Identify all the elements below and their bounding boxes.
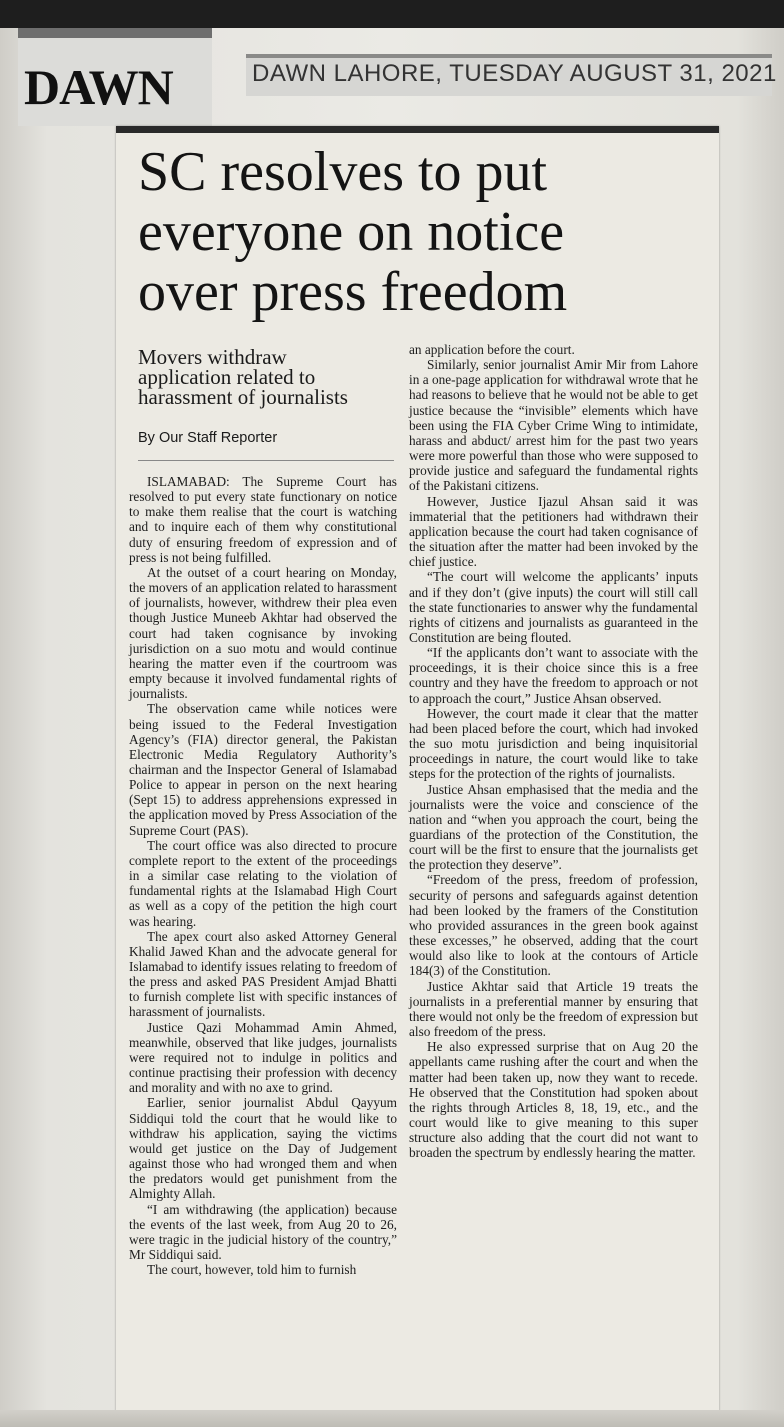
paragraph: Justice Qazi Mohammad Amin Ahmed, meanwhile, observed that like judges, journalists were required not to indulge in politics and continue practising their profession with decency and morality and with no axe to grind. — [129, 1019, 397, 1096]
subhead-line: harassment of journalists — [138, 385, 348, 409]
paragraph: The court office was also directed to procure complete report to the extent of the proceedings in a similar case relating to the violation of fundamental rights at the Islamabad High Court as well as a copy of the petition the high court was hearing. — [129, 837, 397, 929]
paragraph: Justice Ahsan emphasised that the media and the journalists were the voice and conscience of the nation and “when you approach the court, being the guardians of the protection of the Constitution, the court will be the first to ensure that the journalists get the protection they deserve”. — [409, 781, 698, 873]
paragraph: “If the applicants don’t want to associate with the proceedings, it is their choice since this is a free country and they have the freedom to approach or not to approach the court,” Justice Ahsan observed. — [409, 645, 698, 706]
masthead-logo-box — [18, 28, 212, 126]
dateline: DAWN LAHORE, TUESDAY AUGUST 31, 2021 — [252, 60, 777, 87]
subheadline — [138, 347, 388, 407]
byline: By Our Staff Reporter — [138, 430, 278, 446]
clipping-top-rule — [116, 126, 719, 133]
paragraph: ISLAMABAD: The Supreme Court has resolved to put every state functionary on notice to make them realise that the court is watching and to inquire each of them why constitutional duty of ensuring freedom of expression and of press is not being fulfilled. — [129, 474, 397, 565]
paragraph: an application before the court. — [409, 342, 575, 357]
byline-divider — [138, 460, 394, 461]
headline-line: over press freedom — [138, 261, 568, 323]
headline-line: everyone on notice — [138, 201, 565, 263]
paragraph: The apex court also asked Attorney General Khalid Jawed Khan and the advocate general for Islamabad to identify issues relating to freedom of the press and asked PAS President Amjad Bhatti to furnish complete list with specific instances of harassment of journalists. — [129, 928, 397, 1020]
paragraph: However, the court made it clear that the matter had been placed before the court, which had invoked the suo motu jurisdiction and being inquisitorial proceedings in nature, the court would like to take steps for the protection of the rights of journalists. — [409, 705, 698, 782]
article-column-2 — [409, 342, 698, 1160]
paragraph: The court, however, told him to furnish — [147, 1262, 357, 1278]
paragraph: “The court will welcome the applicants’ inputs and if they don’t (give inputs) the court will still call the state functionaries to answer why the fundamental rights of citizens and journalists as guaranteed in the Constitution are being flouted. — [409, 569, 698, 645]
page-bottom-shadow — [0, 1410, 784, 1427]
top-dark-band — [0, 0, 784, 28]
dateline-box — [246, 54, 777, 96]
paragraph: “I am withdrawing (the application) because the events of the last week, from Aug 20 to 26, were tragic in the judicial history of the country,” Mr Siddiqui said. — [129, 1201, 397, 1262]
paragraph: At the outset of a court hearing on Monday, the movers of an application related to harassment of journalists, however, withdrew their plea even though Justice Muneeb Akhtar had observed the court had taken cognisance by invoking jurisdiction on a suo motu and would continue hearing the matter even if the courtroom was empty because it involved fundamental rights of journalists. — [129, 564, 397, 702]
paragraph: He also expressed surprise that on Aug 20 the appellants came rushing after the court and when the matter had been taken up, now they want to recede. He observed that the Constitution had spoken about the rights through Articles 8, 18, 19, etc., and the court would like to give meaning to this super structure also adding that the court did not want to broaden the spectrum by endlessly hearing the matter. — [409, 1039, 698, 1161]
dawn-logo: DAWN — [24, 59, 173, 115]
paragraph: “Freedom of the press, freedom of profession, security of persons and safeguards against detention had been looked by the framers of the Constitution who provided assurances in the green book against these excesses,” he observed, adding that the court would also like to look at the contours of Article 184(3) of the Constitution. — [409, 872, 698, 979]
article-column-1 — [129, 474, 397, 1277]
subhead-line: Movers withdraw — [138, 345, 287, 369]
headline — [138, 142, 708, 322]
paragraph: Similarly, senior journalist Amir Mir from Lahore in a one-page application for withdrawal wrote that he had reasons to believe that he would not be able to get justice because the “invisible” elements which have been using the FIA Cyber Crime Wing to intimidate, harass and abduct/ arrest him for the past two years were more powerful than those who were supposed to provide justice and safeguard the fundamental rights of the Pakistani citizens. — [409, 357, 698, 494]
paragraph: Justice Akhtar said that Article 19 treats the journalists in a preferential manner by ensuring that there would not only be the freedom of expression but also freedom of the press. — [409, 978, 698, 1040]
paragraph: However, Justice Ijazul Ahsan said it was immaterial that the petitioners had withdrawn their application because the court had taken cognisance of the situation after the matter had been invoked by the chief justice. — [409, 493, 698, 570]
paragraph: The observation came while notices were being issued to the Federal Investigation Agency’s (FIA) director general, the Pakistan Electronic Media Regulatory Authority’s chairman and the Inspector General of Islamabad Police to appear in person on the next hearing (Sept 15) to address apprehensions expressed in the application moved by Press Association of the Supreme Court (PAS). — [129, 701, 397, 838]
headline-line: SC resolves to put — [138, 141, 548, 203]
paragraph: Earlier, senior journalist Abdul Qayyum Siddiqui told the court that he would like to withdraw his application, saying the victims would get justice on the Day of Judgement against those who had wronged them and when the predators would get punishment from the Almighty Allah. — [129, 1095, 397, 1202]
subhead-line: application related to — [138, 365, 316, 389]
